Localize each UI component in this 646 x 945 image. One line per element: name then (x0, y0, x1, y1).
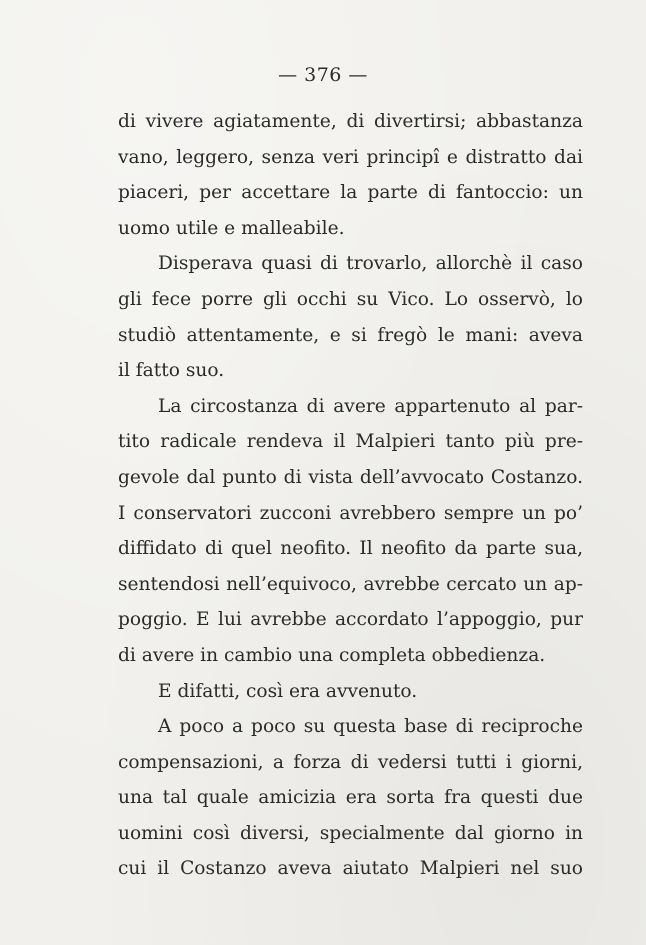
text-line: gevole dal punto di vista dell’avvocato Costanzo. (118, 466, 583, 488)
text-line: uomo utile e malleabile. (118, 217, 345, 239)
text-line: studiò attentamente, e si fregò le mani: aveva (118, 324, 583, 346)
text-line: A poco a poco su questa base di reciproche (158, 716, 583, 738)
text-line: I conservatori zucconi avrebbero sempre un po’ (118, 502, 583, 524)
text-line: piaceri, per accettare la parte di fantoccio: un (118, 182, 583, 204)
text-line: sentendosi nell’equivoco, avrebbe cercato un ap- (118, 573, 583, 595)
text-line: diffidato di quel neofito. Il neofito da parte sua, (118, 538, 583, 560)
text-line: tito radicale rendeva il Malpieri tanto più pre- (118, 431, 583, 453)
text-line: una tal quale amicizia era sorta fra questi due (118, 787, 583, 809)
text-line: cui il Costanzo aveva aiutato Malpieri nel suo (118, 858, 583, 880)
text-line: La circostanza di avere appartenuto al par- (158, 395, 583, 417)
text-line: compensazioni, a forza di vedersi tutti i giorni, (118, 751, 583, 773)
text-line: di avere in cambio una completa obbedienza. (118, 644, 546, 666)
body-text (118, 104, 583, 887)
text-line: uomini così diversi, specialmente dal giorno in (118, 822, 583, 844)
text-line: vano, leggero, senza veri principî e distratto dai (118, 146, 583, 168)
text-line: il fatto suo. (118, 360, 225, 382)
text-line: Disperava quasi di trovarlo, allorchè il caso (158, 253, 583, 275)
text-line: gli fece porre gli occhi su Vico. Lo osservò, lo (118, 288, 583, 310)
text-line: E difatti, così era avvenuto. (158, 680, 418, 702)
text-line: di vivere agiatamente, di divertirsi; abbastanza (118, 111, 583, 132)
page-number: — 376 — (278, 64, 368, 86)
text-line: poggio. E lui avrebbe accordato l’appoggio, pur (118, 609, 583, 631)
